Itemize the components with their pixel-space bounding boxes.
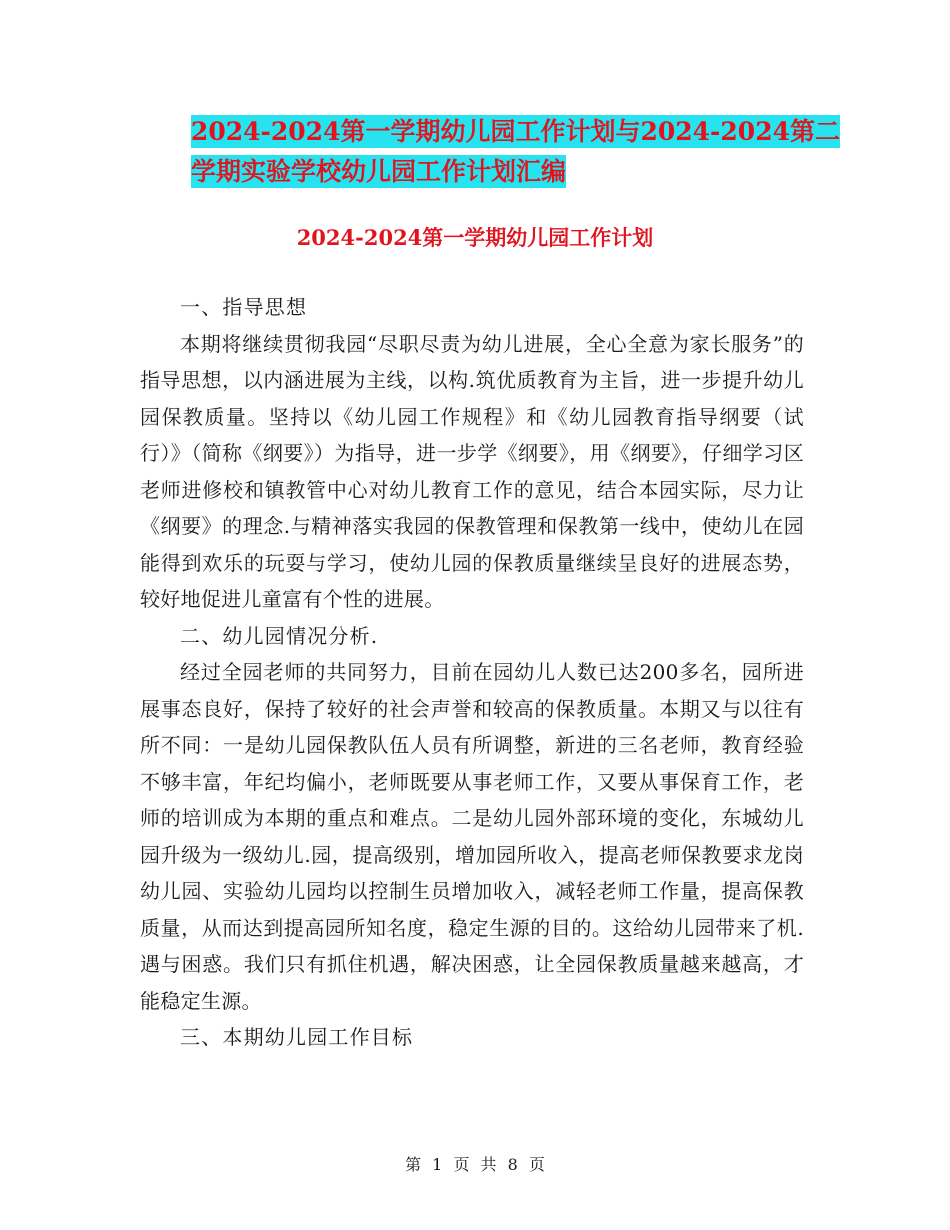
page-footer: 第 1 页 共 8 页 [405, 1155, 545, 1174]
title-highlight: 学期实验学校幼儿园工作计划汇编 [191, 157, 567, 186]
document-body [140, 289, 804, 1056]
section-title: 2024-2024第一学期幼儿园工作计划 [296, 225, 654, 250]
title-highlight: 2024-2024第一学期幼儿园工作计划与2024-2024第二 [190, 117, 840, 146]
paragraph-situation-analysis: 经过全园老师的共同努力，目前在园幼儿人数已达200多名，园所进展事态良好，保持了较好的社会声誉和较高的保教质量。本期又与以往有所不同：一是幼儿园保教队伍人员有所调整，新进的三名老师，教育经验不够丰富，年纪均偏小，老师既要从事老师工作，又要从事保育工作，老师的培训成为本期的重点和难点。二是幼儿园外部环境的变化，东城幼儿园升级为一级幼儿.园，提高级别，增加园所收入，提高老师保教要求龙岗幼儿园、实验幼儿园均以控制生员增加收入，减轻老师工作量，提高保教质量，从而达到提高园所知名度，稳定生源的目的。这给幼儿园带来了机.遇与困惑。我们只有抓住机遇，解决困惑，让全园保教质量越来越高，才能稳定生源。 [140, 660, 804, 1013]
document-title-line-1 [140, 112, 840, 152]
heading-work-goals: 三、本期幼儿园工作目标 [180, 1025, 414, 1049]
document-title [140, 112, 840, 192]
heading-guiding-ideology: 一、指导思想 [180, 295, 308, 319]
heading-situation-analysis: 二、幼儿园情况分析. [180, 623, 379, 648]
document-title-line-2 [140, 152, 840, 192]
paragraph-guiding-ideology: 本期将继续贯彻我园“尽职尽责为幼儿进展，全心全意为家长服务”的指导思想，以内涵进展为主线，以构.筑优质教育为主旨，进一步提升幼儿园保教质量。坚持以《幼儿园工作规程》和《幼儿园教育指导纲要（试行）》（简称《纲要》）为指导，进一步学《纲要》，用《纲要》，仔细学习区老师进修校和镇教管中心对幼儿教育工作的意见，结合本园实际，尽力让《纲要》的理念.与精神落实我园的保教管理和保教第一线中，使幼儿在园能得到欢乐的玩耍与学习，使幼儿园的保教质量继续呈良好的进展态势，较好地促进儿童富有个性的进展。 [140, 331, 804, 611]
